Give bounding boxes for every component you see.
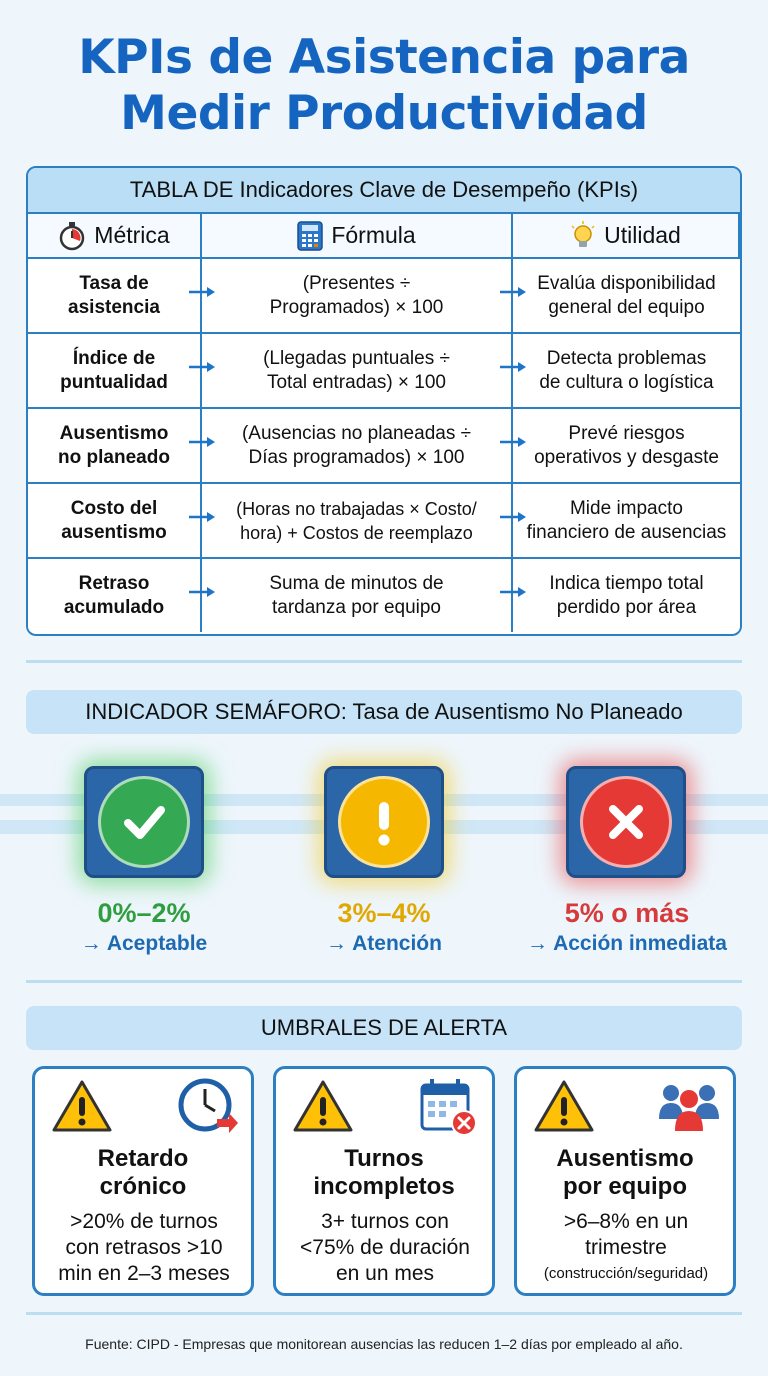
arrow-right-icon bbox=[498, 510, 528, 524]
section-divider bbox=[26, 980, 742, 983]
row-1-formula-line-1: (Presentes ÷ bbox=[302, 272, 411, 294]
page-title bbox=[0, 30, 768, 142]
alerts-banner: UMBRALES DE ALERTA bbox=[26, 1006, 742, 1050]
warning-icon bbox=[51, 1079, 113, 1133]
row-4-utility-line-2: financiero de ausencias bbox=[526, 521, 727, 543]
row-5-metric-line-1: Retraso bbox=[78, 572, 150, 594]
row-1-metric-line-1: Tasa de bbox=[79, 272, 149, 294]
range-green: 0%–2% bbox=[97, 898, 191, 928]
row-3-utility bbox=[513, 407, 740, 482]
table-grid bbox=[28, 212, 740, 632]
row-1-formula-line-2: Programados) × 100 bbox=[269, 296, 444, 318]
alert-card-1-title-line-2: crónico bbox=[99, 1173, 187, 1200]
range-yellow: 3%–4% bbox=[337, 898, 431, 928]
alert-card-chronic-delay bbox=[32, 1066, 254, 1296]
alert-card-3-desc-line-1: >6–8% en un bbox=[563, 1210, 689, 1233]
row-5-formula-line-2: tardanza por equipo bbox=[271, 596, 441, 618]
row-3-formula bbox=[202, 407, 513, 482]
row-4-formula-line-2: hora) + Costos de reemplazo bbox=[240, 522, 473, 543]
alert-card-2-title-line-2: incompletos bbox=[313, 1173, 455, 1200]
row-1-formula bbox=[202, 257, 513, 332]
header-formula-label: Fórmula bbox=[331, 222, 416, 248]
row-2-utility bbox=[513, 332, 740, 407]
row-2-metric-line-2: puntualidad bbox=[60, 371, 168, 393]
semaphore-banner: INDICADOR SEMÁFORO: Tasa de Ausentismo No Planeado bbox=[26, 690, 742, 734]
row-3-metric-line-2: no planeado bbox=[58, 446, 170, 468]
row-3-formula-line-2: Días programados) × 100 bbox=[248, 446, 465, 468]
row-3-formula-line-1: (Ausencias no planeadas ÷ bbox=[241, 422, 472, 444]
section-divider bbox=[26, 1312, 742, 1315]
row-1-utility bbox=[513, 257, 740, 332]
traffic-light-green bbox=[84, 766, 204, 878]
kpi-table bbox=[26, 166, 742, 636]
alert-card-title bbox=[276, 1145, 492, 1201]
alert-card-3-desc-line-2: trimestre bbox=[585, 1236, 667, 1259]
exclamation-icon bbox=[356, 794, 412, 850]
row-2-metric bbox=[28, 332, 202, 407]
row-4-utility-line-1: Mide impacto bbox=[569, 497, 683, 519]
row-2-metric-line-1: Índice de bbox=[72, 347, 156, 369]
range-red: 5% o más bbox=[564, 898, 690, 928]
row-4-metric-line-1: Costo del bbox=[70, 497, 158, 519]
alert-card-description bbox=[39, 1209, 249, 1287]
header-metric-label: Métrica bbox=[94, 222, 170, 248]
stopwatch-icon bbox=[58, 221, 86, 251]
arrow-right-icon bbox=[187, 510, 217, 524]
alert-card-2-desc-line-1: 3+ turnos con bbox=[321, 1210, 449, 1233]
calendar-x-icon bbox=[418, 1077, 480, 1137]
arrow-right-icon bbox=[498, 360, 528, 374]
status-yellow bbox=[300, 932, 468, 956]
row-5-formula-line-1: Suma de minutos de bbox=[269, 572, 444, 594]
check-icon bbox=[116, 794, 172, 850]
header-formula bbox=[202, 212, 513, 257]
alert-card-description bbox=[521, 1209, 731, 1287]
alert-card-1-desc-line-2: con retrasos >10 bbox=[65, 1236, 223, 1259]
alert-card-1-desc-line-1: >20% de turnos bbox=[70, 1210, 218, 1233]
row-5-metric bbox=[28, 557, 202, 632]
status-red bbox=[510, 932, 744, 956]
alert-card-1-desc-line-3: min en 2–3 meses bbox=[58, 1262, 230, 1285]
row-2-formula bbox=[202, 332, 513, 407]
row-3-utility-line-1: Prevé riesgos bbox=[568, 422, 685, 444]
alert-card-title bbox=[35, 1145, 251, 1201]
alert-card-3-desc-line-3: (construcción/seguridad) bbox=[543, 1265, 709, 1282]
row-5-formula bbox=[202, 557, 513, 632]
row-4-metric bbox=[28, 482, 202, 557]
traffic-light-red bbox=[566, 766, 686, 878]
alert-card-2-desc-line-3: en un mes bbox=[335, 1262, 435, 1285]
row-4-utility bbox=[513, 482, 740, 557]
row-5-metric-line-2: acumulado bbox=[63, 596, 165, 618]
alert-card-2-desc-line-2: <75% de duración bbox=[300, 1236, 470, 1259]
row-5-utility bbox=[513, 557, 740, 632]
row-4-formula-line-1: (Horas no trabajadas × Costo/ bbox=[236, 498, 477, 519]
table-caption: TABLA DE Indicadores Clave de Desempeño (KPIs) bbox=[28, 168, 740, 212]
alert-card-title bbox=[517, 1145, 733, 1201]
header-utility bbox=[513, 212, 740, 257]
arrow-right-icon bbox=[498, 585, 528, 599]
row-2-utility-line-2: de cultura o logística bbox=[539, 371, 714, 393]
status-green bbox=[60, 932, 228, 956]
alert-card-incomplete-shifts bbox=[273, 1066, 495, 1296]
row-2-formula-line-1: (Llegadas puntuales ÷ bbox=[263, 347, 450, 369]
clock-arrow-icon bbox=[177, 1077, 239, 1135]
arrow-right-icon bbox=[187, 285, 217, 299]
arrow-right-icon bbox=[187, 435, 217, 449]
warning-icon bbox=[533, 1079, 595, 1133]
source-note: Fuente: CIPD - Empresas que monitorean ausencias las reducen 1–2 días por empleado al año. bbox=[85, 1336, 683, 1352]
status-red-text: → Acción inmediata bbox=[527, 932, 727, 955]
row-1-utility-line-2: general del equipo bbox=[548, 296, 705, 318]
title-line-2: Medir Productividad bbox=[120, 86, 648, 141]
traffic-light-yellow bbox=[324, 766, 444, 878]
calculator-icon bbox=[297, 221, 323, 251]
status-green-text: → Aceptable bbox=[80, 932, 208, 955]
arrow-right-icon bbox=[187, 360, 217, 374]
header-utility-label: Utilidad bbox=[604, 222, 681, 248]
row-3-utility-line-2: operativos y desgaste bbox=[534, 446, 719, 468]
row-1-metric bbox=[28, 257, 202, 332]
alert-card-3-title-line-1: Ausentismo bbox=[556, 1145, 694, 1172]
section-divider bbox=[26, 660, 742, 663]
alert-card-2-title-line-1: Turnos bbox=[344, 1145, 424, 1172]
row-5-utility-line-2: perdido por área bbox=[556, 596, 697, 618]
row-4-formula bbox=[202, 482, 513, 557]
team-icon bbox=[657, 1077, 721, 1135]
row-3-metric bbox=[28, 407, 202, 482]
row-1-metric-line-2: asistencia bbox=[68, 296, 160, 318]
title-line-1: KPIs de Asistencia para bbox=[78, 30, 690, 85]
row-3-metric-line-1: Ausentismo bbox=[59, 422, 169, 444]
lightbulb-icon bbox=[570, 221, 596, 251]
arrow-right-icon bbox=[498, 285, 528, 299]
x-icon bbox=[598, 794, 654, 850]
arrow-right-icon bbox=[187, 585, 217, 599]
row-2-formula-line-2: Total entradas) × 100 bbox=[266, 371, 447, 393]
row-5-utility-line-1: Indica tiempo total bbox=[549, 572, 704, 594]
arrow-right-icon bbox=[498, 435, 528, 449]
alert-card-1-title-line-1: Retardo bbox=[97, 1145, 189, 1172]
status-yellow-text: → Atención bbox=[326, 932, 442, 955]
row-4-metric-line-2: ausentismo bbox=[61, 521, 167, 543]
header-metric bbox=[28, 212, 202, 257]
alert-card-team-absenteeism bbox=[514, 1066, 736, 1296]
alert-card-description bbox=[280, 1209, 490, 1287]
alert-card-3-title-line-2: por equipo bbox=[563, 1173, 687, 1200]
warning-icon bbox=[292, 1079, 354, 1133]
row-1-utility-line-1: Evalúa disponibilidad bbox=[537, 272, 716, 294]
row-2-utility-line-1: Detecta problemas bbox=[546, 347, 707, 369]
